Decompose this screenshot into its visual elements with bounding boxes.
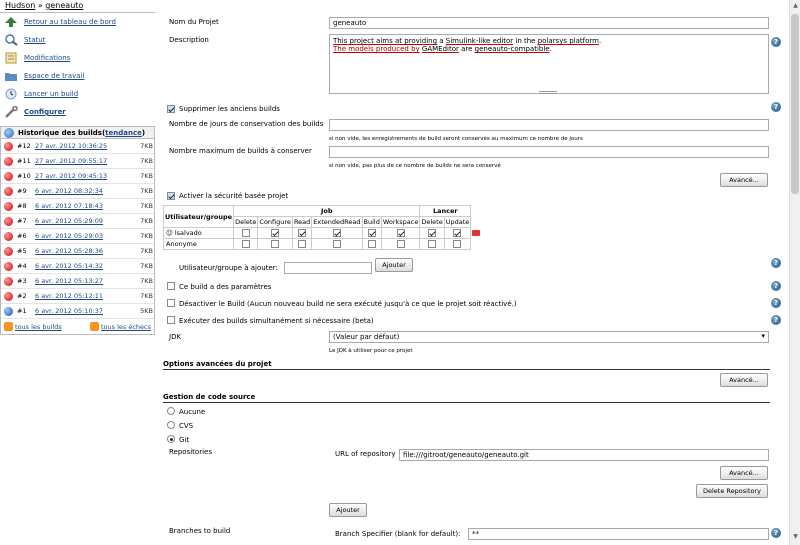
permission-checkbox[interactable] <box>453 229 461 237</box>
desc-text: in the <box>513 37 538 45</box>
matrix-user-name: lsalvado <box>174 229 202 237</box>
sidebar-item-configure[interactable] <box>0 103 155 121</box>
desc-text: geneauto-compatible <box>474 45 550 53</box>
build-log-size: 7KB <box>140 277 153 285</box>
build-status-ball-icon <box>4 217 13 226</box>
scm-git-radio[interactable] <box>167 435 175 443</box>
up-arrow-icon <box>4 16 18 28</box>
sidebar-item-label[interactable]: Configurer <box>24 108 66 116</box>
build-history-header <box>1 127 154 139</box>
build-log-size: 7KB <box>140 247 153 255</box>
matrix-user-cell <box>164 228 234 239</box>
build-number: #2 <box>17 292 27 300</box>
build-log-size: 7KB <box>140 217 153 225</box>
folder-icon <box>4 70 18 82</box>
days-to-keep-input[interactable] <box>329 119 769 131</box>
build-number: #12 <box>17 142 31 150</box>
permission-checkbox[interactable] <box>333 240 341 248</box>
matrix-cell <box>362 239 381 250</box>
textarea-resize-grip[interactable] <box>539 91 557 94</box>
build-status-ball-icon <box>4 247 13 256</box>
matrix-remove-cell <box>471 228 482 239</box>
matrix-remove-cell <box>471 239 482 250</box>
build-history-title: Historique des builds <box>18 128 102 137</box>
build-history-row <box>1 169 154 184</box>
scm-git-label: Git <box>179 436 190 444</box>
matrix-cell <box>362 228 381 239</box>
build-status-ball-icon <box>4 172 13 181</box>
build-number: #4 <box>17 262 27 270</box>
sidebar-item-status[interactable] <box>0 31 155 49</box>
build-date-link[interactable]: 6 avr. 2012 05:29:09 <box>35 217 104 225</box>
days-to-keep-label: Nombre de jours de conservation des builds <box>169 120 324 128</box>
matrix-cell <box>258 239 293 250</box>
section-divider <box>163 402 770 403</box>
sidebar-item-build-now[interactable] <box>0 85 155 103</box>
build-number: #5 <box>17 247 27 255</box>
permission-checkbox[interactable] <box>428 229 436 237</box>
matrix-cell <box>312 239 362 250</box>
advanced-button[interactable]: Avancé... <box>720 173 768 187</box>
permission-checkbox[interactable] <box>397 229 405 237</box>
help-icon[interactable]: ? <box>771 102 781 112</box>
disable-build-label: Désactiver le Build (Aucun nouveau build ne sera exécuté jusqu'à ce que le projet soit réactivé.) <box>179 300 517 308</box>
matrix-cell <box>381 228 420 239</box>
rss-icon <box>4 322 13 331</box>
build-history-panel <box>0 126 155 335</box>
search-icon <box>4 34 18 46</box>
matrix-column-header: Workspace <box>382 218 419 226</box>
build-status-ball-icon <box>4 202 13 211</box>
sidebar-item-changes[interactable] <box>0 49 155 67</box>
build-number: #1 <box>17 307 27 315</box>
project-name-input[interactable]: geneauto <box>329 17 769 29</box>
desc-text: The models produced by <box>333 45 420 53</box>
discard-old-builds-checkbox[interactable] <box>167 105 175 113</box>
concurrent-builds-label: Exécuter des builds simultanément si nécessaire (beta) <box>179 317 374 325</box>
matrix-cell <box>292 228 311 239</box>
build-status-ball-icon <box>4 187 13 196</box>
repo-url-input[interactable]: file:///gitroot/geneauto/geneauto.git <box>399 449 769 461</box>
matrix-column-header: Read <box>293 218 311 226</box>
build-history-row <box>1 304 154 319</box>
build-history-row <box>1 214 154 229</box>
build-date-link[interactable]: 27 avr. 2012 10:36:25 <box>35 142 108 150</box>
build-date-link[interactable]: 6 avr. 2012 05:14:32 <box>35 262 104 270</box>
matrix-row <box>164 228 482 239</box>
add-user-input[interactable] <box>284 262 372 274</box>
disable-build-checkbox[interactable] <box>167 299 175 307</box>
matrix-column-header: Delete <box>421 218 443 226</box>
add-user-button[interactable]: Ajouter <box>375 258 413 272</box>
build-log-size: 7KB <box>140 157 153 165</box>
matrix-cell <box>444 228 471 239</box>
matrix-row <box>164 239 482 250</box>
help-icon[interactable]: ? <box>771 281 781 291</box>
build-date-link[interactable]: 6 avr. 2012 08:32:34 <box>35 187 104 195</box>
sidebar-item-back-to-dashboard[interactable] <box>0 13 155 31</box>
discard-old-builds-label: Supprimer les anciens builds <box>179 105 280 113</box>
scm-cvs-radio[interactable] <box>167 421 175 429</box>
sidebar-item-label[interactable]: Lancer un build <box>24 90 79 98</box>
sidebar-item-label[interactable]: Modifications <box>24 54 71 62</box>
permission-checkbox[interactable] <box>397 240 405 248</box>
all-failures-link[interactable]: tous les échecs <box>100 322 151 331</box>
desc-text: GAMEditor <box>421 45 459 53</box>
build-status-ball-icon <box>4 307 13 316</box>
build-history-row <box>1 274 154 289</box>
description-label: Description <box>169 36 209 44</box>
breadcrumb <box>0 0 155 12</box>
build-history-row <box>1 229 154 244</box>
help-icon[interactable]: ? <box>771 258 781 268</box>
build-date-link[interactable]: 6 avr. 2012 05:12:11 <box>35 292 104 300</box>
permission-checkbox[interactable] <box>333 229 341 237</box>
matrix-column-header: ExtendedRead <box>313 218 361 226</box>
matrix-cell <box>420 228 444 239</box>
build-number: #9 <box>17 187 27 195</box>
user-icon: ☺ <box>166 229 175 237</box>
build-date-link[interactable]: 6 avr. 2012 05:29:03 <box>35 232 104 240</box>
notepad-icon <box>4 52 18 64</box>
description-line-1 <box>333 37 765 45</box>
permission-matrix <box>163 205 481 250</box>
matrix-cell <box>258 228 293 239</box>
build-history-row <box>1 289 154 304</box>
build-history-row <box>1 154 154 169</box>
build-number: #8 <box>17 202 27 210</box>
delete-repository-button[interactable]: Delete Repository <box>696 484 768 498</box>
build-history-footer <box>1 319 154 334</box>
build-history-row <box>1 199 154 214</box>
build-status-ball-icon <box>4 262 13 271</box>
build-log-size: 7KB <box>140 292 153 300</box>
sidebar-item-label[interactable]: Retour au tableau de bord <box>24 18 116 26</box>
build-log-size: 7KB <box>140 187 153 195</box>
sidebar-item-label[interactable]: Statut <box>24 36 46 44</box>
build-log-size: 7KB <box>140 202 153 210</box>
scroll-up-arrow-icon[interactable]: ▲ <box>793 2 798 9</box>
desc-text: . <box>549 45 552 53</box>
scroll-down-arrow-icon[interactable]: ▼ <box>793 533 798 540</box>
build-date-link[interactable]: 27 avr. 2012 09:55:17 <box>35 157 108 165</box>
max-builds-hint: si non vide, pas plus de ce nombre de builds ne sera conservé <box>329 163 501 169</box>
build-log-size: 5KB <box>140 307 153 315</box>
jdk-select[interactable]: (Valeur par défaut) ▾ <box>329 331 769 343</box>
advanced-options-button[interactable]: Avancé... <box>720 373 768 387</box>
permission-checkbox[interactable] <box>368 240 376 248</box>
matrix-column-header: Configure <box>259 218 291 226</box>
matrix-user-name: Anonyme <box>166 240 197 248</box>
matrix-cell <box>234 239 258 250</box>
permission-checkbox[interactable] <box>298 229 306 237</box>
repositories-label: Repositories <box>169 448 212 456</box>
build-date-link[interactable]: 6 avr. 2012 05:10:37 <box>35 307 104 315</box>
build-history-list <box>1 139 154 319</box>
help-icon[interactable]: ? <box>771 37 781 47</box>
matrix-cell <box>381 239 420 250</box>
max-builds-input[interactable] <box>329 146 769 158</box>
permission-checkbox[interactable] <box>271 229 279 237</box>
project-security-checkbox[interactable] <box>167 192 175 200</box>
breadcrumb-separator: » <box>37 1 43 10</box>
matrix-column-header: Delete <box>235 218 257 226</box>
scm-title: Gestion de code source <box>163 393 256 401</box>
matrix-cell <box>420 239 444 250</box>
build-number: #10 <box>17 172 31 180</box>
repo-advanced-button[interactable]: Avancé... <box>720 466 768 480</box>
build-log-size: 7KB <box>140 262 153 270</box>
build-status-ball-icon <box>4 232 13 241</box>
build-number: #3 <box>17 277 27 285</box>
desc-text: polarsys platform <box>537 37 599 45</box>
remove-user-icon[interactable] <box>472 230 480 236</box>
clock-icon <box>4 88 18 100</box>
scm-cvs-label: CVS <box>179 422 194 430</box>
permission-checkbox[interactable] <box>428 240 436 248</box>
all-builds-rss[interactable] <box>4 322 62 331</box>
trend-link[interactable]: tendance <box>105 128 142 137</box>
build-number: #11 <box>17 157 31 165</box>
config-form <box>163 0 788 545</box>
section-divider <box>163 369 770 370</box>
add-user-label: Utilisateur/groupe à ajouter: <box>179 264 278 272</box>
desc-text: . <box>598 37 602 45</box>
parameterized-checkbox[interactable] <box>167 282 175 290</box>
build-history-trend-open-paren: ( <box>101 128 106 137</box>
permission-checkbox[interactable] <box>242 240 250 248</box>
matrix-run-header: Lancer <box>420 206 471 217</box>
sidebar-item-workspace[interactable] <box>0 67 155 85</box>
days-to-keep-hint: si non vide, les enregistrements de build seront conservés au maximum ce nombre de jours <box>329 136 583 142</box>
concurrent-builds-checkbox[interactable] <box>167 316 175 324</box>
breadcrumb-hudson-link[interactable]: Hudson <box>5 1 36 10</box>
project-name-label: Nom du Projet <box>169 18 219 26</box>
scm-none-label: Aucune <box>179 408 206 416</box>
build-date-link[interactable]: 27 avr. 2012 09:45:13 <box>35 172 108 180</box>
help-icon[interactable]: ? <box>771 315 781 325</box>
matrix-cell <box>292 239 311 250</box>
build-history-row <box>1 244 154 259</box>
desc-text: This project aims at providing <box>333 37 438 45</box>
build-history-trend-close-paren: ) <box>141 128 146 137</box>
build-date-link[interactable]: 6 avr. 2012 05:28:36 <box>35 247 104 255</box>
build-history-row <box>1 139 154 154</box>
all-builds-link[interactable]: tous les builds <box>15 322 62 331</box>
desc-text: are <box>458 45 475 53</box>
matrix-cell <box>234 228 258 239</box>
branch-spec-label: Branch Specifier (blank for default): <box>335 530 461 538</box>
build-date-link[interactable]: 6 avr. 2012 07:18:43 <box>35 202 104 210</box>
permission-checkbox[interactable] <box>298 240 306 248</box>
help-icon[interactable]: ? <box>771 528 781 538</box>
build-status-ball-icon <box>4 277 13 286</box>
build-status-ball-icon <box>4 157 13 166</box>
build-date-link[interactable]: 6 avr. 2012 05:13:27 <box>35 277 104 285</box>
build-history-row <box>1 184 154 199</box>
branch-spec-input[interactable]: ** <box>468 528 769 540</box>
permission-checkbox[interactable] <box>242 229 250 237</box>
desc-text: a <box>437 37 446 45</box>
sidebar <box>0 13 155 121</box>
scrollbar-thumb[interactable] <box>791 14 799 194</box>
permission-checkbox[interactable] <box>368 229 376 237</box>
sidebar-item-label[interactable]: Espace de travail <box>24 72 85 80</box>
matrix-user-cell <box>164 239 234 250</box>
build-log-size: 7KB <box>140 232 153 240</box>
jdk-label: JDK <box>169 333 182 341</box>
build-number: #7 <box>17 217 27 225</box>
build-log-size: 7KB <box>140 172 153 180</box>
build-number: #6 <box>17 232 27 240</box>
max-builds-label: Nombre maximum de builds à conserver <box>169 147 312 155</box>
globe-icon <box>4 128 14 138</box>
branches-label: Branches to build <box>169 527 231 535</box>
matrix-column-header: Update <box>445 218 470 226</box>
repo-url-label: URL of repository <box>335 450 396 458</box>
matrix-job-header: Job <box>234 206 420 217</box>
matrix-spacer <box>471 206 482 228</box>
desc-text: Simulink-like editor <box>445 37 514 45</box>
permission-checkbox[interactable] <box>271 240 279 248</box>
scm-none-radio[interactable] <box>167 407 175 415</box>
matrix-cell <box>444 239 471 250</box>
matrix-column-header: Build <box>363 218 380 226</box>
matrix-user-header: Utilisateur/groupe <box>164 206 234 228</box>
breadcrumb-job-link[interactable]: geneauto <box>45 1 84 10</box>
build-status-ball-icon <box>4 292 13 301</box>
wrench-icon <box>4 106 18 118</box>
build-history-row <box>1 259 154 274</box>
parameterized-label: Ce build a des paramètres <box>179 283 272 291</box>
all-failures-rss[interactable] <box>90 322 151 331</box>
jdk-hint: Le JDK à utiliser pour ce projet <box>329 348 413 354</box>
help-icon[interactable]: ? <box>771 298 781 308</box>
rss-icon <box>90 322 99 331</box>
page-scrollbar[interactable] <box>789 0 800 545</box>
build-log-size: 7KB <box>140 142 153 150</box>
matrix-cell <box>312 228 362 239</box>
advanced-options-title: Options avancées du projet <box>163 360 272 368</box>
description-line-2 <box>333 45 765 53</box>
project-security-label: Activer la sécurité basée projet <box>179 192 289 200</box>
description-textarea[interactable] <box>329 34 769 94</box>
add-repository-button[interactable]: Ajouter <box>329 503 367 517</box>
permission-checkbox[interactable] <box>453 240 461 248</box>
build-status-ball-icon <box>4 142 13 151</box>
